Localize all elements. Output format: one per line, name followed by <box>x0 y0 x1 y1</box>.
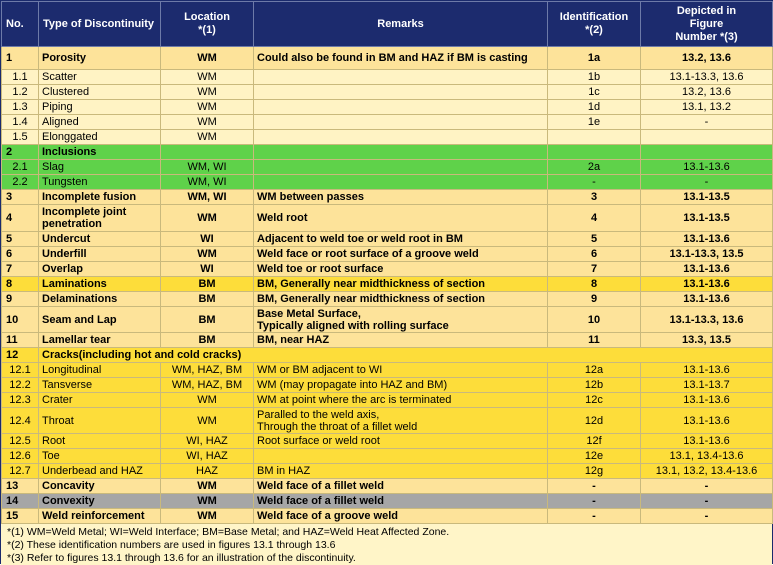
cell-remarks: BM, Generally near midthickness of section <box>254 277 548 292</box>
cell-figure <box>641 145 773 160</box>
cell-identification: 5 <box>548 232 641 247</box>
cell-type: Convexity <box>39 494 161 509</box>
cell-type: Tungsten <box>39 175 161 190</box>
table-row <box>2 292 773 307</box>
cell-identification: 12c <box>548 393 641 408</box>
table-row <box>2 190 773 205</box>
cell-no: 2.2 <box>2 175 39 190</box>
cell-identification: 11 <box>548 333 641 348</box>
cell-location: WM <box>161 509 254 524</box>
cell-no: 1.4 <box>2 115 39 130</box>
table-header-row <box>2 2 773 47</box>
header-no: No. <box>2 2 39 47</box>
table-row <box>2 100 773 115</box>
cell-figure: - <box>641 479 773 494</box>
cell-no: 12.7 <box>2 464 39 479</box>
cell-type: Porosity <box>39 47 161 70</box>
cell-location: WI <box>161 262 254 277</box>
cell-remarks: Adjacent to weld toe or weld root in BM <box>254 232 548 247</box>
cell-type: Underbead and HAZ <box>39 464 161 479</box>
cell-figure: 13.1-13.5 <box>641 190 773 205</box>
table-row <box>2 85 773 100</box>
cell-type: Inclusions <box>39 145 161 160</box>
cell-remarks: Weld root <box>254 205 548 232</box>
cell-remarks: BM in HAZ <box>254 464 548 479</box>
cell-figure: 13.1, 13.4-13.6 <box>641 449 773 464</box>
table-row <box>2 333 773 348</box>
cell-location: WI, HAZ <box>161 449 254 464</box>
table-row <box>2 262 773 277</box>
cell-remarks <box>254 115 548 130</box>
cell-identification: 1d <box>548 100 641 115</box>
header-location: Location *(1) <box>161 2 254 47</box>
cell-figure <box>641 130 773 145</box>
table-row <box>2 509 773 524</box>
cell-figure: 13.1-13.3, 13.6 <box>641 307 773 333</box>
cell-type: Overlap <box>39 262 161 277</box>
table-row <box>2 232 773 247</box>
cell-location: WM <box>161 70 254 85</box>
cell-no: 7 <box>2 262 39 277</box>
cell-no: 11 <box>2 333 39 348</box>
cell-remarks: Could also be found in BM and HAZ if BM is casting <box>254 47 548 70</box>
cell-no: 1.3 <box>2 100 39 115</box>
cell-location: WM <box>161 47 254 70</box>
table-row <box>2 160 773 175</box>
cell-remarks: Base Metal Surface, Typically aligned with rolling surface <box>254 307 548 333</box>
cell-remarks <box>254 160 548 175</box>
cell-identification: 1e <box>548 115 641 130</box>
cell-no: 9 <box>2 292 39 307</box>
cell-location: WM <box>161 494 254 509</box>
table-row <box>2 408 773 434</box>
cell-identification: - <box>548 509 641 524</box>
cell-identification <box>548 145 641 160</box>
cell-remarks: Weld face of a fillet weld <box>254 479 548 494</box>
cell-no: 4 <box>2 205 39 232</box>
cell-identification: 1b <box>548 70 641 85</box>
cell-identification: 1c <box>548 85 641 100</box>
cell-location: HAZ <box>161 464 254 479</box>
cell-type: Concavity <box>39 479 161 494</box>
cell-type: Tansverse <box>39 378 161 393</box>
cell-type: Undercut <box>39 232 161 247</box>
cell-location: WM <box>161 115 254 130</box>
cell-location: WM <box>161 100 254 115</box>
cell-identification: 1a <box>548 47 641 70</box>
cell-type: Elonggated <box>39 130 161 145</box>
cell-type: Longitudinal <box>39 363 161 378</box>
table-row <box>2 363 773 378</box>
cell-identification: 4 <box>548 205 641 232</box>
header-remarks: Remarks <box>254 2 548 47</box>
cell-location: WM <box>161 130 254 145</box>
cell-type: Clustered <box>39 85 161 100</box>
cell-location: BM <box>161 277 254 292</box>
footnote-1: *(1) WM=Weld Metal; WI=Weld Interface; BM=Base Metal; and HAZ=Weld Heat Affected Zone. <box>7 526 450 538</box>
cell-remarks: Paralled to the weld axis, Through the throat of a fillet weld <box>254 408 548 434</box>
cell-identification: 9 <box>548 292 641 307</box>
cell-location: WM <box>161 393 254 408</box>
cell-no: 12.1 <box>2 363 39 378</box>
cell-remarks: Weld face of a fillet weld <box>254 494 548 509</box>
cell-figure: 13.1, 13.2 <box>641 100 773 115</box>
table-row <box>2 205 773 232</box>
table-row <box>2 247 773 262</box>
cell-no: 1.1 <box>2 70 39 85</box>
cell-no: 5 <box>2 232 39 247</box>
cell-identification: - <box>548 175 641 190</box>
cell-type: Incomplete fusion <box>39 190 161 205</box>
cell-type: Crater <box>39 393 161 408</box>
cell-location: BM <box>161 307 254 333</box>
cell-location: WM <box>161 205 254 232</box>
cell-type: Seam and Lap <box>39 307 161 333</box>
table-row <box>2 130 773 145</box>
cell-location <box>161 145 254 160</box>
cell-remarks <box>254 449 548 464</box>
table-row <box>2 348 773 363</box>
cell-figure: 13.1-13.6 <box>641 292 773 307</box>
header-figure: Depicted in Figure Number *(3) <box>641 2 773 47</box>
table-row <box>2 70 773 85</box>
cell-identification: 12g <box>548 464 641 479</box>
table-row <box>2 464 773 479</box>
cell-location: BM <box>161 333 254 348</box>
cell-figure: 13.1-13.6 <box>641 277 773 292</box>
table-row <box>2 393 773 408</box>
cell-figure: 13.1-13.3, 13.5 <box>641 247 773 262</box>
cell-no: 12.5 <box>2 434 39 449</box>
cell-location: WM <box>161 247 254 262</box>
cell-figure: - <box>641 494 773 509</box>
discontinuity-table <box>1 1 773 524</box>
cell-type: Slag <box>39 160 161 175</box>
header-type: Type of Discontinuity <box>39 2 161 47</box>
cell-location: WM, WI <box>161 190 254 205</box>
cell-figure: - <box>641 175 773 190</box>
cell-remarks: BM, near HAZ <box>254 333 548 348</box>
cell-location: BM <box>161 292 254 307</box>
cell-identification: 12b <box>548 378 641 393</box>
cell-no: 12.6 <box>2 449 39 464</box>
cell-type: Piping <box>39 100 161 115</box>
cell-no: 6 <box>2 247 39 262</box>
cell-remarks: WM (may propagate into HAZ and BM) <box>254 378 548 393</box>
footnote-2: *(2) These identification numbers are used in figures 13.1 through 13.6 <box>7 539 336 551</box>
cell-location: WM <box>161 408 254 434</box>
cell-identification: 6 <box>548 247 641 262</box>
cell-no: 12.4 <box>2 408 39 434</box>
cell-remarks <box>254 145 548 160</box>
cell-no: 1.2 <box>2 85 39 100</box>
cell-figure: 13.1-13.6 <box>641 232 773 247</box>
cell-type: Toe <box>39 449 161 464</box>
cell-identification: 12f <box>548 434 641 449</box>
cell-identification: 12d <box>548 408 641 434</box>
cell-figure: 13.2, 13.6 <box>641 47 773 70</box>
table-row <box>2 479 773 494</box>
cell-no: 3 <box>2 190 39 205</box>
cell-remarks: WM or BM adjacent to WI <box>254 363 548 378</box>
cell-no: 13 <box>2 479 39 494</box>
cell-identification: 12a <box>548 363 641 378</box>
table-row <box>2 494 773 509</box>
cell-remarks <box>254 100 548 115</box>
cell-identification: - <box>548 494 641 509</box>
cell-type: Delaminations <box>39 292 161 307</box>
cell-remarks <box>254 175 548 190</box>
table-row <box>2 307 773 333</box>
cell-location: WI <box>161 232 254 247</box>
cell-type: Cracks(including hot and cold cracks) <box>39 348 773 363</box>
cell-location: WM, HAZ, BM <box>161 378 254 393</box>
cell-figure: 13.1-13.6 <box>641 262 773 277</box>
table-row <box>2 115 773 130</box>
cell-location: WM, WI <box>161 160 254 175</box>
cell-figure: 13.1-13.6 <box>641 160 773 175</box>
cell-identification <box>548 130 641 145</box>
table-row <box>2 277 773 292</box>
cell-no: 2 <box>2 145 39 160</box>
cell-type: Scatter <box>39 70 161 85</box>
cell-identification: 7 <box>548 262 641 277</box>
cell-figure: - <box>641 509 773 524</box>
cell-remarks: Weld face or root surface of a groove weld <box>254 247 548 262</box>
cell-figure: 13.1-13.7 <box>641 378 773 393</box>
table-row <box>2 47 773 70</box>
cell-location: WI, HAZ <box>161 434 254 449</box>
cell-remarks <box>254 70 548 85</box>
cell-remarks: BM, Generally near midthickness of section <box>254 292 548 307</box>
cell-type: Laminations <box>39 277 161 292</box>
cell-figure: 13.1-13.6 <box>641 393 773 408</box>
cell-identification: 12e <box>548 449 641 464</box>
cell-type: Aligned <box>39 115 161 130</box>
table-row <box>2 378 773 393</box>
cell-no: 10 <box>2 307 39 333</box>
table-row <box>2 145 773 160</box>
cell-no: 14 <box>2 494 39 509</box>
table-row <box>2 434 773 449</box>
cell-type: Incomplete joint penetration <box>39 205 161 232</box>
cell-identification: 2a <box>548 160 641 175</box>
cell-figure: 13.1, 13.2, 13.4-13.6 <box>641 464 773 479</box>
cell-type: Underfill <box>39 247 161 262</box>
cell-type: Lamellar tear <box>39 333 161 348</box>
footnote-3: *(3) Refer to figures 13.1 through 13.6 for an illustration of the discontinuity. <box>7 552 356 564</box>
cell-type: Root <box>39 434 161 449</box>
cell-no: 8 <box>2 277 39 292</box>
cell-identification: 8 <box>548 277 641 292</box>
cell-figure: 13.1-13.6 <box>641 363 773 378</box>
cell-location: WM <box>161 85 254 100</box>
cell-identification: 3 <box>548 190 641 205</box>
header-identification: Identification *(2) <box>548 2 641 47</box>
cell-remarks <box>254 130 548 145</box>
cell-figure: 13.3, 13.5 <box>641 333 773 348</box>
cell-remarks: Root surface or weld root <box>254 434 548 449</box>
cell-identification: - <box>548 479 641 494</box>
cell-figure: 13.1-13.5 <box>641 205 773 232</box>
table-row <box>2 449 773 464</box>
cell-location: WM, HAZ, BM <box>161 363 254 378</box>
cell-figure: 13.1-13.6 <box>641 408 773 434</box>
cell-figure: 13.2, 13.6 <box>641 85 773 100</box>
table-body <box>2 47 773 524</box>
cell-no: 1 <box>2 47 39 70</box>
cell-no: 1.5 <box>2 130 39 145</box>
footnotes <box>1 524 772 565</box>
cell-type: Throat <box>39 408 161 434</box>
cell-remarks: WM between passes <box>254 190 548 205</box>
cell-remarks <box>254 85 548 100</box>
cell-remarks: WM at point where the arc is terminated <box>254 393 548 408</box>
cell-remarks: Weld face of a groove weld <box>254 509 548 524</box>
table-row <box>2 175 773 190</box>
cell-figure: 13.1-13.3, 13.6 <box>641 70 773 85</box>
cell-type: Weld reinforcement <box>39 509 161 524</box>
cell-no: 12.3 <box>2 393 39 408</box>
cell-no: 12.2 <box>2 378 39 393</box>
cell-remarks: Weld toe or root surface <box>254 262 548 277</box>
cell-location: WM, WI <box>161 175 254 190</box>
cell-figure: - <box>641 115 773 130</box>
cell-no: 12 <box>2 348 39 363</box>
cell-location: WM <box>161 479 254 494</box>
cell-no: 15 <box>2 509 39 524</box>
cell-no: 2.1 <box>2 160 39 175</box>
cell-figure: 13.1-13.6 <box>641 434 773 449</box>
cell-identification: 10 <box>548 307 641 333</box>
